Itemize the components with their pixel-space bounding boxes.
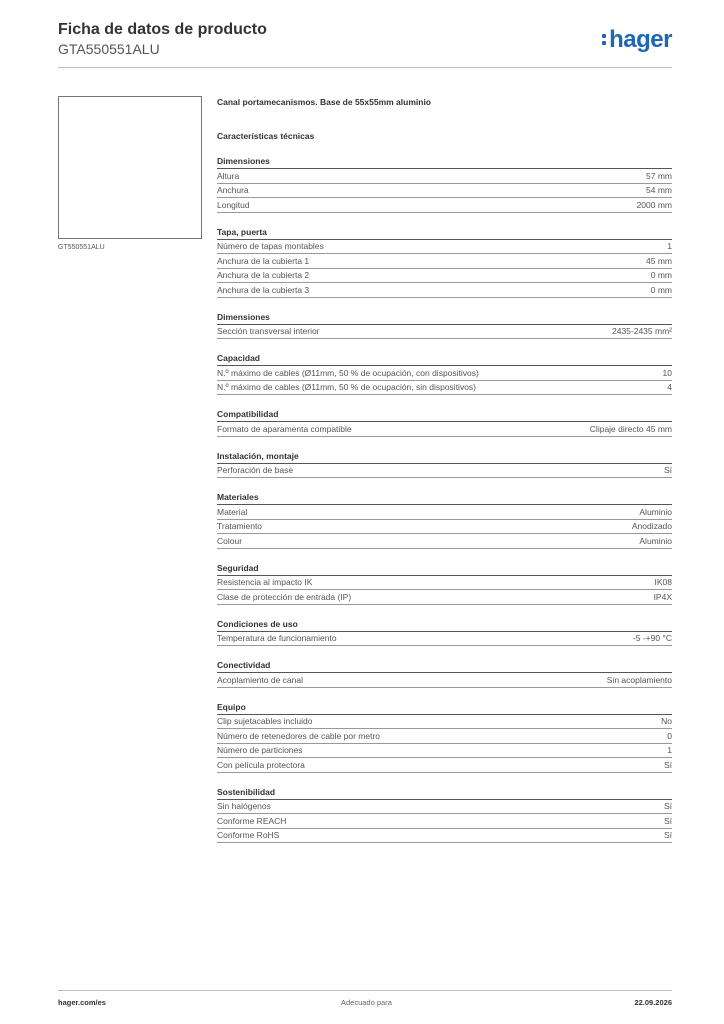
spec-value: 10 <box>662 367 672 378</box>
spec-label: Colour <box>217 535 243 546</box>
spec-row <box>217 505 672 520</box>
tech-characteristics-heading: Características técnicas <box>217 131 315 141</box>
spec-row <box>217 534 672 549</box>
page-title: Ficha de datos de producto <box>58 21 267 38</box>
spec-value: 57 mm <box>646 170 672 181</box>
spec-label: Sin halógenos <box>217 801 271 811</box>
spec-row <box>217 632 672 647</box>
spec-label: Anchura de la cubierta 3 <box>217 284 310 295</box>
spec-label: Acoplamiento de canal <box>217 674 304 685</box>
spec-section <box>217 450 672 479</box>
spec-row <box>217 325 672 340</box>
spec-row <box>217 269 672 284</box>
spec-row <box>217 198 672 213</box>
spec-value: Aluminio <box>639 535 672 546</box>
spec-row <box>217 758 672 773</box>
spec-row <box>217 366 672 381</box>
spec-section <box>217 408 672 437</box>
header-divider <box>58 67 672 68</box>
spec-row <box>217 829 672 844</box>
section-title: Seguridad <box>217 562 672 576</box>
spec-sections <box>217 155 672 843</box>
spec-row <box>217 729 672 744</box>
spec-section <box>217 311 672 340</box>
spec-section <box>217 491 672 549</box>
spec-row <box>217 283 672 298</box>
spec-label: Número de tapas montables <box>217 241 324 251</box>
product-description: Canal portamecanismos. Base de 55x55mm aluminio <box>217 97 432 107</box>
spec-value: 2435-2435 mm² <box>611 326 672 336</box>
spec-label: Anchura <box>217 185 249 195</box>
hager-logo <box>602 28 672 52</box>
spec-row <box>217 464 672 479</box>
spec-label: Resistencia al impacto IK <box>217 577 313 587</box>
spec-value: 2000 mm <box>636 199 672 210</box>
spec-label: Anchura de la cubierta 2 <box>217 270 310 280</box>
logo-text: hager <box>609 26 672 53</box>
spec-label: Número de particiones <box>217 745 303 755</box>
spec-section <box>217 352 672 395</box>
spec-value: Aluminio <box>639 506 672 517</box>
spec-label: Anchura de la cubierta 1 <box>217 255 310 266</box>
spec-row <box>217 254 672 269</box>
spec-value: Sí <box>663 801 672 811</box>
spec-content <box>217 95 672 843</box>
section-title: Tapa, puerta <box>217 226 672 240</box>
product-code: GTA550551ALU <box>58 41 160 57</box>
footer-date: 22.09.2026 <box>634 998 672 1007</box>
spec-row <box>217 800 672 815</box>
section-title: Capacidad <box>217 352 672 366</box>
spec-row <box>217 520 672 535</box>
spec-label: N.º máximo de cables (Ø11mm, 50 % de ocupación, con dispositivos) <box>217 367 479 378</box>
spec-label: Altura <box>217 170 240 181</box>
product-image-caption: GT550551ALU <box>58 244 105 251</box>
footer-website-link[interactable]: hager.com/es <box>58 998 106 1007</box>
spec-value: 4 <box>667 382 672 392</box>
spec-value: Sin acoplamiento <box>606 674 672 685</box>
spec-label: Formato de aparamenta compatible <box>217 423 352 434</box>
spec-value: 0 <box>667 730 672 741</box>
spec-value: -5 -+90 °C <box>632 633 672 643</box>
spec-value: No <box>661 716 672 726</box>
spec-label: Conforme RoHS <box>217 830 280 840</box>
spec-label: Clase de protección de entrada (IP) <box>217 591 352 602</box>
product-image-placeholder <box>58 96 202 239</box>
section-title: Condiciones de uso <box>217 618 672 632</box>
spec-row <box>217 184 672 199</box>
spec-row <box>217 576 672 591</box>
logo-dots-icon <box>602 33 608 47</box>
spec-row <box>217 169 672 184</box>
section-title: Dimensiones <box>217 155 672 169</box>
spec-value: 1 <box>667 745 672 755</box>
spec-section <box>217 701 672 773</box>
spec-section <box>217 618 672 647</box>
spec-section <box>217 659 672 688</box>
spec-label: Sección transversal interior <box>217 326 320 336</box>
spec-label: Conforme REACH <box>217 815 287 826</box>
spec-value: Sí <box>663 815 672 826</box>
spec-section <box>217 226 672 298</box>
section-title: Compatibilidad <box>217 408 672 422</box>
footer-center-text: Adecuado para <box>341 998 392 1007</box>
spec-label: Material <box>217 506 248 517</box>
footer-divider <box>58 990 672 991</box>
spec-value: 0 mm <box>650 270 672 280</box>
spec-value: 1 <box>667 241 672 251</box>
section-title: Sostenibilidad <box>217 786 672 800</box>
section-title: Conectividad <box>217 659 672 673</box>
spec-value: Clipaje directo 45 mm <box>589 423 672 434</box>
spec-value: 0 mm <box>650 284 672 295</box>
spec-value: Sí <box>663 465 672 475</box>
section-title: Instalación, montaje <box>217 450 672 464</box>
spec-value: 45 mm <box>646 255 672 266</box>
spec-label: Temperatura de funcionamiento <box>217 633 337 643</box>
spec-row <box>217 673 672 688</box>
spec-row <box>217 381 672 396</box>
spec-value: Sí <box>663 830 672 840</box>
spec-label: Tratamiento <box>217 521 263 531</box>
spec-row <box>217 240 672 255</box>
section-title: Equipo <box>217 701 672 715</box>
spec-label: N.º máximo de cables (Ø11mm, 50 % de ocupación, sin dispositivos) <box>217 382 477 392</box>
spec-value: 54 mm <box>646 185 672 195</box>
spec-label: Clip sujetacables incluido <box>217 716 313 726</box>
spec-row <box>217 715 672 730</box>
spec-section <box>217 562 672 605</box>
section-title: Materiales <box>217 491 672 505</box>
spec-section <box>217 786 672 844</box>
spec-value: Anodizado <box>631 521 672 531</box>
spec-section <box>217 155 672 213</box>
spec-value: IP4X <box>653 591 672 602</box>
spec-value: IK08 <box>654 577 672 587</box>
spec-label: Longitud <box>217 199 250 210</box>
spec-row <box>217 422 672 437</box>
spec-value: Sí <box>663 759 672 770</box>
spec-row <box>217 590 672 605</box>
spec-label: Con película protectora <box>217 759 305 770</box>
spec-label: Número de retenedores de cable por metro <box>217 730 381 741</box>
spec-row <box>217 814 672 829</box>
spec-label: Perforación de base <box>217 465 294 475</box>
spec-row <box>217 744 672 759</box>
section-title: Dimensiones <box>217 311 672 325</box>
